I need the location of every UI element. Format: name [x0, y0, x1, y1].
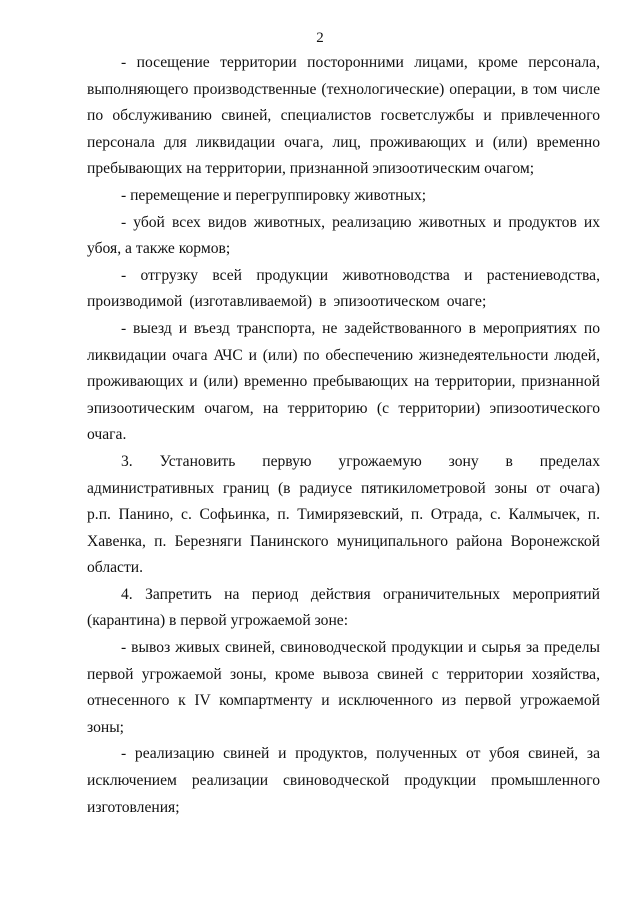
paragraph-sale-ban: - реализацию свиней и продуктов, полученных от убоя свиней, за исключением реализации свиноводческой продукции промышленного изготовления; — [87, 745, 600, 816]
paragraph-slaughter-ban: - убой всех видов животных, реализацию животных и продуктов их убоя, а также кормов; — [87, 213, 600, 258]
paragraph-item-4-prohibitions: 4. Запретить на период действия ограничительных мероприятий (карантина) в первой угрожаемой зоне: — [87, 585, 600, 630]
paragraph-export-ban: - вывоз живых свиней, свиноводческой продукции и сырья за пределы первой угрожаемой зоны, кроме вывоза свиней с территории хозяйства, отнесенного к IV компартменту и исключенного из первой угрожаемой зоны; — [87, 639, 600, 736]
page-number: 2 — [316, 30, 324, 46]
paragraph-item-3-threat-zone: 3. Установить первую угрожаемую зону в пределах административных границ (в радиусе пятикилометровой зоны от очага) р.п. Панино, с. Софьинка, п. Тимирязевский, п. Отрада, с. Калмычек, п. Хавенка, п. Березняги Панинского муниципального района Воронежской области. — [87, 452, 600, 577]
document-body — [87, 50, 600, 821]
paragraph-visit-ban: - посещение территории посторонними лицами, кроме персонала, выполняющего производственные (технологические) операции, в том числе по обслуживанию свиней, специалистов госветслужбы и привлеченного персонала для ликвидации очага, лиц, проживающих и (или) временно пребывающих на территории, признанной эпизоотическим очагом; — [87, 54, 600, 178]
paragraph-transport-ban: - выезд и въезд транспорта, не задействованного в мероприятиях по ликвидации очага АЧС и (или) по обеспечению жизнедеятельности людей, проживающих и (или) временно пребывающих на территории, признанной эпизоотическим очагом, на территорию (с территории) эпизоотического очага. — [87, 319, 600, 444]
paragraph-animal-movement: - перемещение и перегруппировку животных; — [121, 186, 427, 204]
paragraph-shipment-ban: - отгрузку всей продукции животноводства и растениеводства, производимой (изготавливаемой) в эпизоотическом очаге; — [87, 266, 600, 311]
